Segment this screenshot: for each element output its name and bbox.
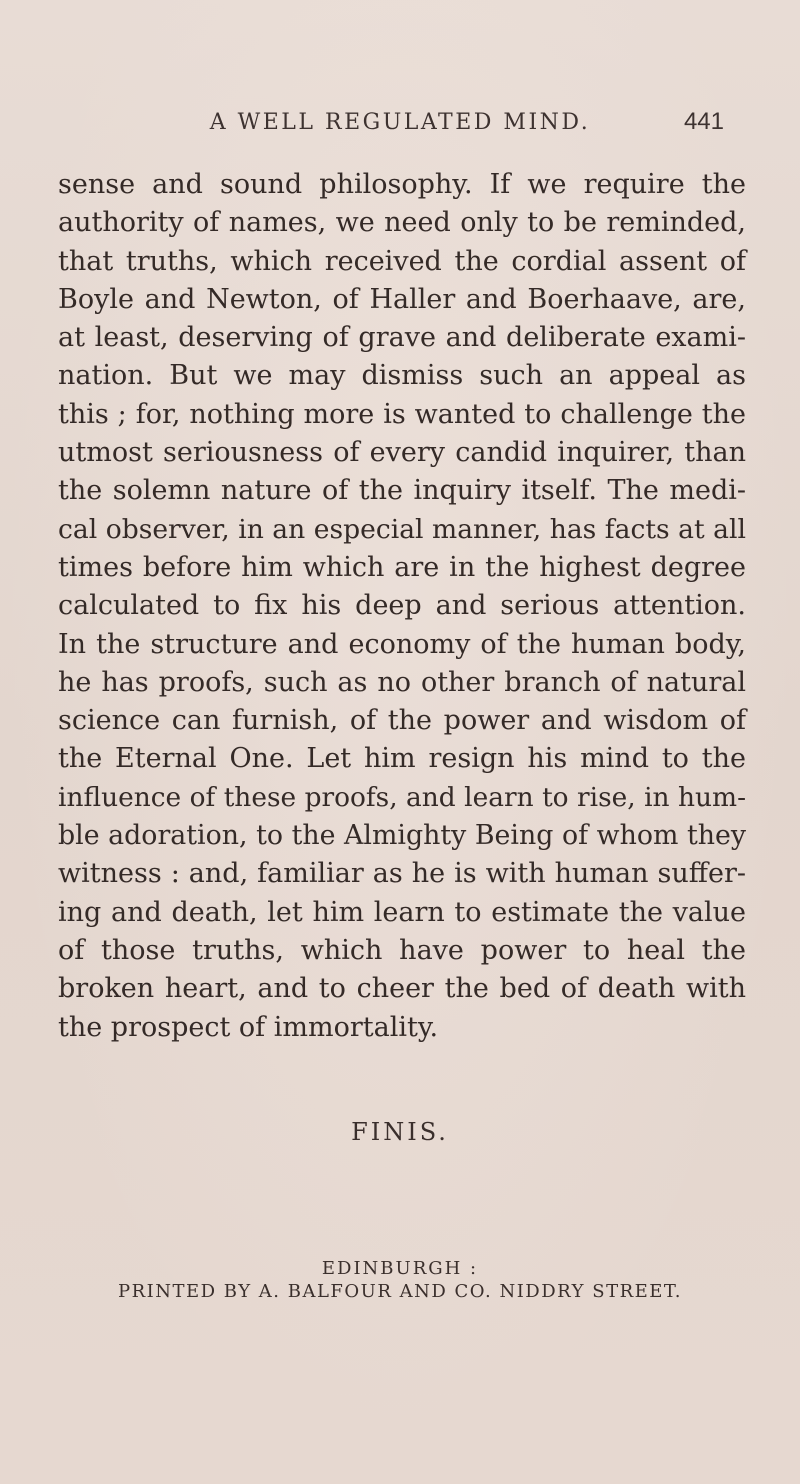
imprint-printer: PRINTED BY A. BALFOUR AND CO. NIDDRY STREET. — [117, 1281, 683, 1302]
text-line: witness : and, familiar as he is with human suffer- — [58, 858, 746, 890]
running-head — [0, 110, 800, 150]
text-line: authority of names, we need only to be reminded, — [58, 207, 746, 239]
text-line: the Eternal One. Let him resign his mind to the — [58, 743, 746, 775]
text-line-last: the prospect of immortality. — [58, 1011, 439, 1043]
text-line: influence of these proofs, and learn to rise, in hum- — [58, 781, 746, 813]
text-line: times before him which are in the highest degree — [58, 551, 746, 583]
text-line: science can furnish, of the power and wisdom of — [58, 705, 746, 737]
finis-heading: FINIS. — [351, 1118, 449, 1146]
body-paragraph — [58, 166, 746, 1047]
running-title: A WELL REGULATED MIND. — [209, 110, 591, 135]
text-line: Boyle and Newton, of Haller and Boerhaave, are, — [58, 283, 746, 315]
text-line: broken heart, and to cheer the bed of death with — [58, 973, 746, 1005]
text-line: this ; for, nothing more is wanted to challenge the — [58, 398, 746, 430]
text-line: that truths, which received the cordial assent of — [58, 245, 746, 277]
text-line: sense and sound philosophy. If we require the — [58, 169, 746, 200]
text-line: calculated to fix his deep and serious attention. — [58, 590, 746, 622]
text-line: ble adoration, to the Almighty Being of whom they — [58, 820, 746, 852]
text-line: at least, deserving of grave and deliberate exami- — [58, 322, 746, 354]
text-line: cal observer, in an especial manner, has facts at all — [58, 513, 746, 545]
imprint-city: EDINBURGH : — [321, 1258, 479, 1279]
text-line: ing and death, let him learn to estimate the value — [58, 896, 746, 928]
text-line: the solemn nature of the inquiry itself. The medi- — [58, 475, 746, 507]
text-line: of those truths, which have power to heal the — [58, 934, 746, 966]
text-line: In the structure and economy of the human body, — [58, 628, 746, 660]
text-line: utmost seriousness of every candid inquirer, than — [58, 437, 746, 469]
text-line: nation. But we may dismiss such an appeal as — [58, 360, 746, 392]
text-line: he has proofs, such as no other branch of natural — [58, 666, 746, 698]
page-number: 441 — [683, 108, 724, 135]
